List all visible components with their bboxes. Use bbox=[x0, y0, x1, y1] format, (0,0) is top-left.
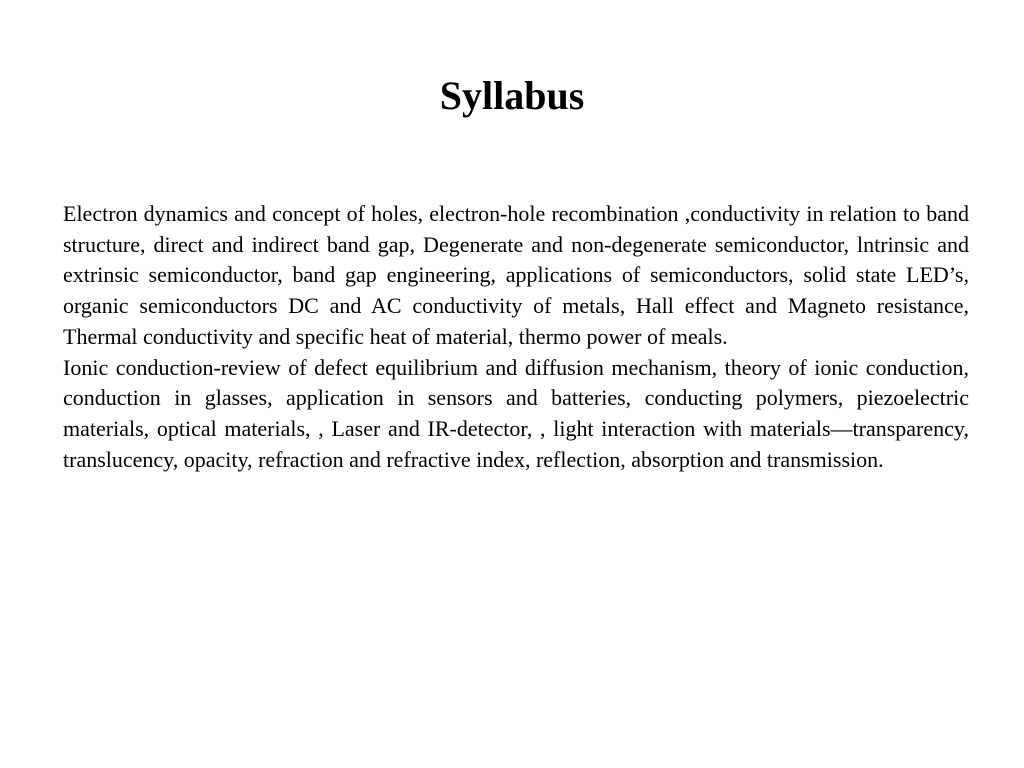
syllabus-paragraph-ionic-conduction: Ionic conduction-review of defect equilibrium and diffusion mechanism, theory of ionic conduction, conduction in glasses, application in sensors and batteries, conducting polymers, piezoelectric materials, optical materials, , Laser and IR-detector, , light interaction with materials—transparency, translucency, opacity, refraction and refractive index, reflection, absorption and transmission. bbox=[63, 354, 969, 472]
syllabus-paragraph-semiconductors: Electron dynamics and concept of holes, electron-hole recombination ,conductivity in relation to band structure, direct and indirect band gap, Degenerate and non-degenerate semiconductor, lntrinsic and extrinsic semiconductor, band gap engineering, applications of semiconductors, solid state LED’s, organic semiconductors DC and AC conductivity of metals, Hall effect and Magneto resistance, Thermal conductivity and specific heat of material, thermo power of meals. bbox=[63, 201, 969, 349]
slide-title: Syllabus bbox=[439, 73, 585, 118]
syllabus-body bbox=[63, 199, 969, 475]
